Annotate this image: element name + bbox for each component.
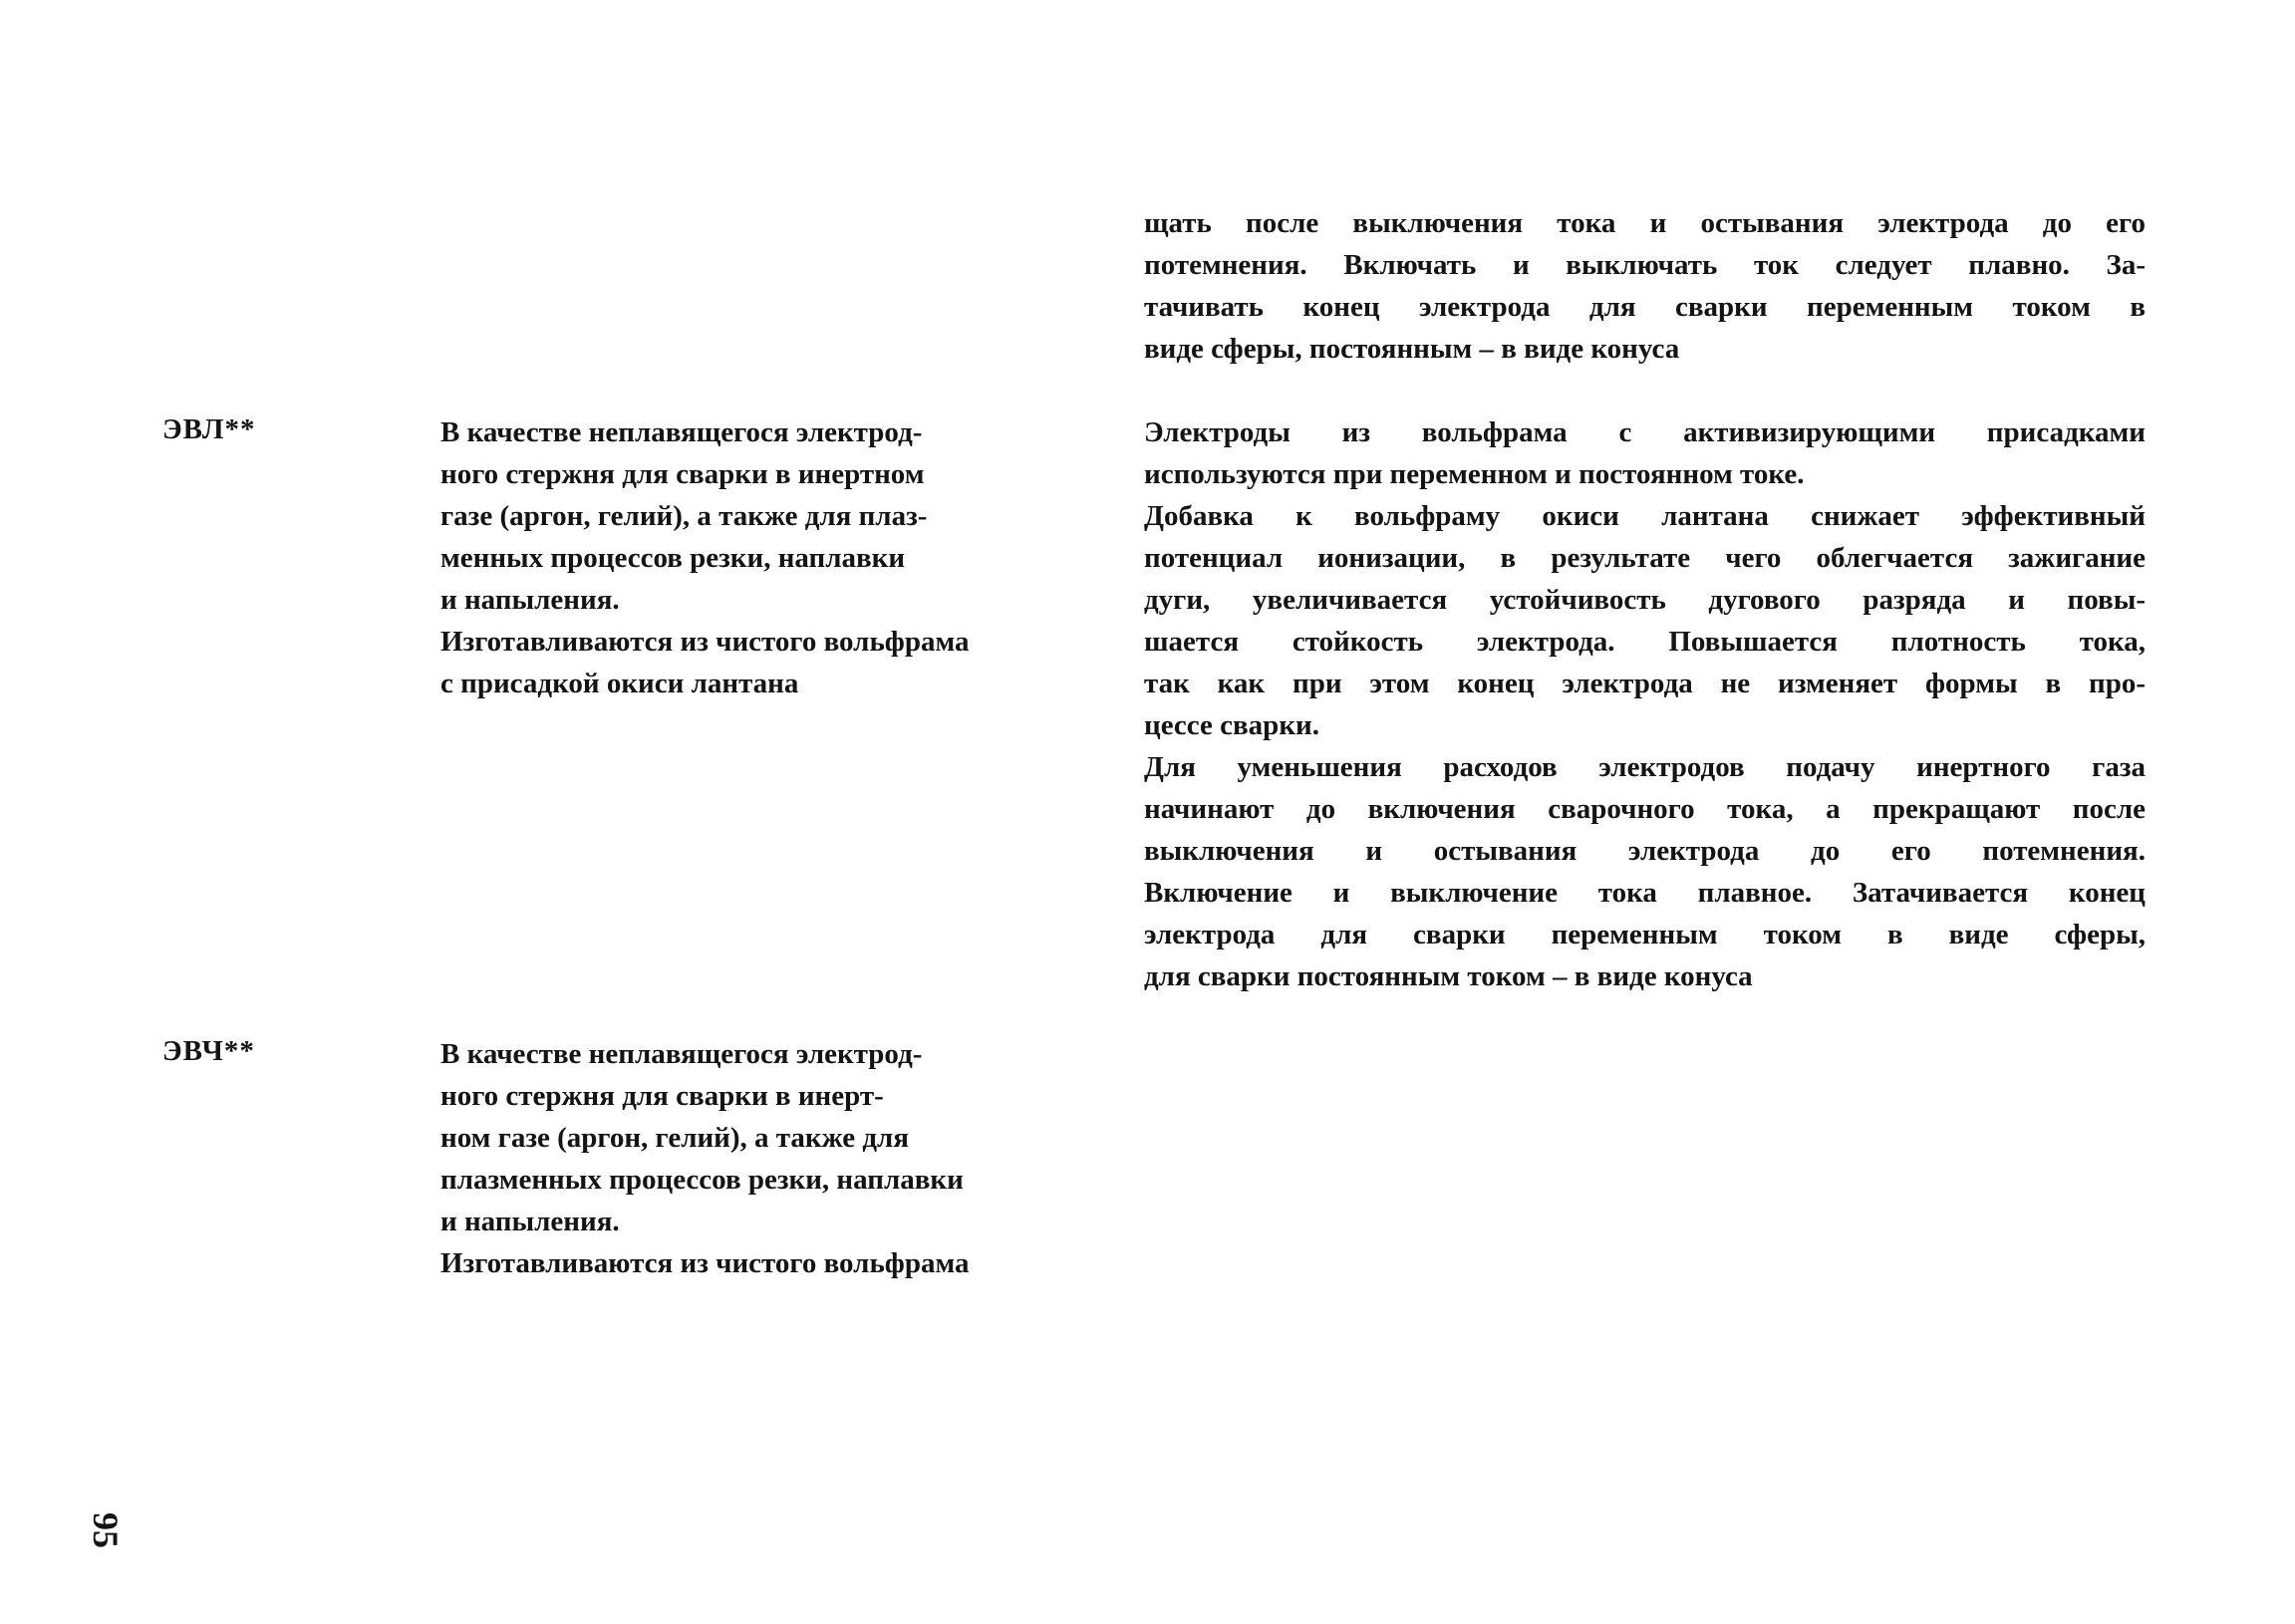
text-line: с присадкой окиси лантана [440,668,799,699]
entry-label: ЭВЛ** [162,413,256,445]
text-line: Изготавливаются из чистого вольфрама [440,626,970,658]
continuation-text [1144,202,2146,370]
text-line: тачивать конец электрода для сварки переменным током в [1144,291,2146,323]
text-line: ном газе (аргон, гелий), а также для [440,1122,910,1154]
text-line: Изготавливаются из чистого вольфрама [440,1247,970,1279]
text-line: Включение и выключение тока плавное. Затачивается конец [1144,877,2146,909]
text-line: начинают до включения сварочного тока, а прекращают после [1144,793,2146,825]
text-line: потенциал ионизации, в результате чего облегчается зажигание [1144,542,2146,574]
text-line: менных процессов резки, наплавки [440,542,906,574]
text-line: так как при этом конец электрода не изменяет формы в про- [1144,668,2146,699]
page-number: 95 [86,1512,126,1548]
text-line: Для уменьшения расходов электродов подачу инертного газа [1144,751,2146,783]
text-line: щать после выключения тока и остывания электрода до его [1144,207,2146,239]
text-line: цессе сварки. [1144,709,1319,741]
text-line: Добавка к вольфраму окиси лантана снижает эффективный [1144,500,2146,532]
text-line: Электроды из вольфрама с активизирующими присадками [1144,416,2146,448]
entry-notes [1144,411,2146,997]
note-paragraph [1144,746,2146,997]
text-line: дуги, увеличивается устойчивость дугового разряда и повы- [1144,584,2146,616]
text-line: и напыления. [440,584,620,616]
text-line: для сварки постоянным током – в виде конуса [1144,960,1753,992]
text-line: виде сферы, постоянным – в виде конуса [1144,333,1680,365]
text-line: электрода для сварки переменным током в виде сферы, [1144,919,2146,950]
text-line: и напыления. [440,1206,620,1237]
note-paragraph [1144,411,2146,495]
text-line: ного стержня для сварки в инерт- [440,1080,884,1112]
text-line: выключения и остывания электрода до его потемнения. [1144,835,2146,867]
text-line: плазменных процессов резки, наплавки [440,1164,964,1196]
entry-purpose [440,1033,1078,1284]
entry-label: ЭВЧ** [162,1035,255,1067]
entry-purpose [440,411,1078,704]
text-line: используются при переменном и постоянном токе. [1144,458,1805,490]
text-line: шается стойкость электрода. Повышается плотность тока, [1144,626,2146,658]
text-line: ного стержня для сварки в инертном [440,458,925,490]
text-line: В качестве неплавящегося электрод- [440,416,923,448]
text-line: газе (аргон, гелий), а также для плаз- [440,500,928,532]
text-line: В качестве неплавящегося электрод- [440,1038,923,1070]
text-line: потемнения. Включать и выключать ток следует плавно. За- [1144,249,2146,281]
note-paragraph [1144,495,2146,746]
